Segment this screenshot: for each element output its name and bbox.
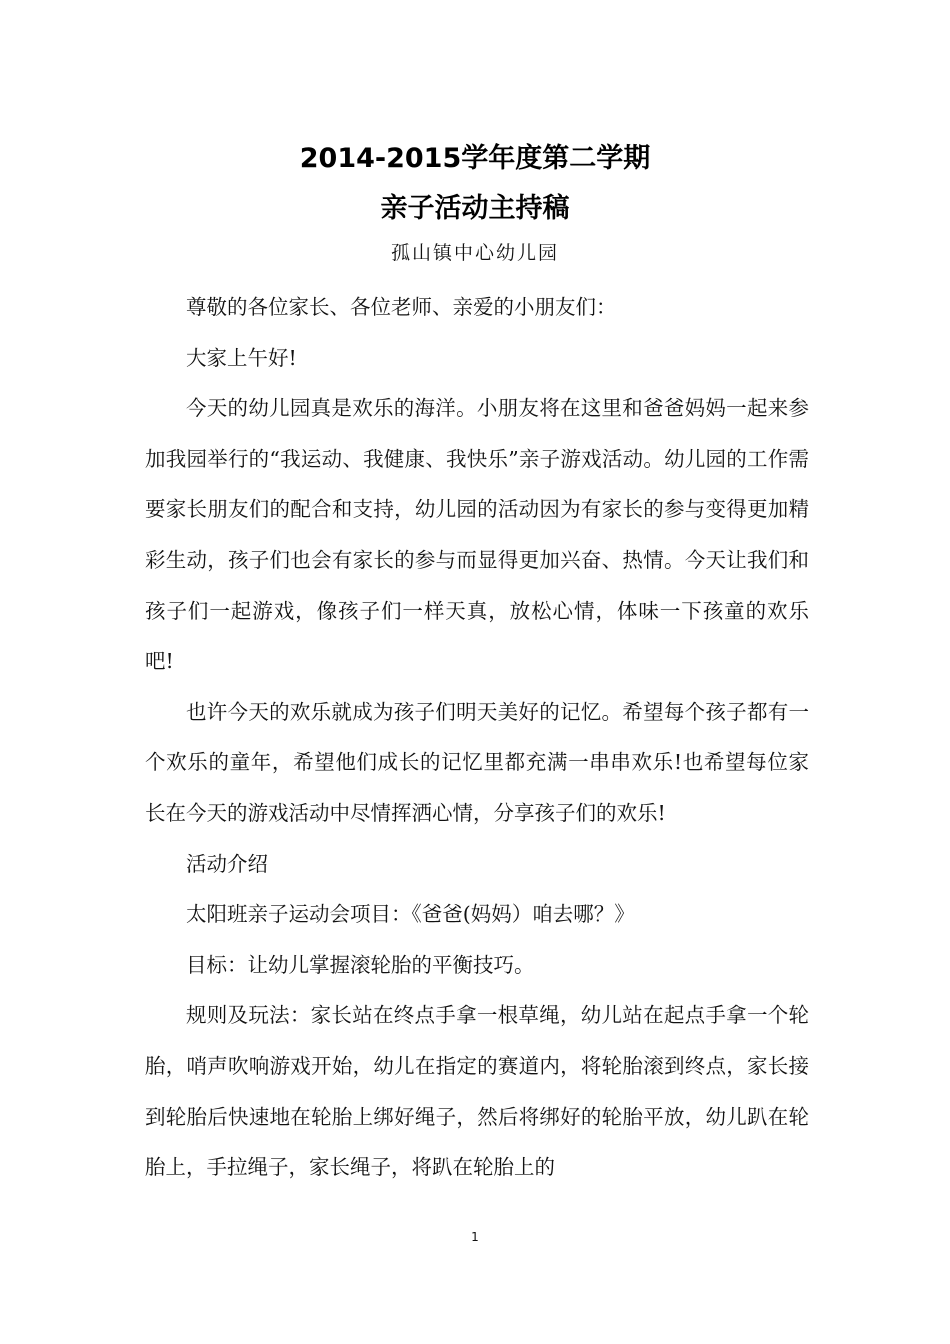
page-number: 1: [471, 1230, 479, 1244]
paragraph-goal: 目标：让幼儿掌握滚轮胎的平衡技巧。: [186, 952, 535, 977]
paragraph-rules: 规则及玩法：家长站在终点手拿一根草绳，幼儿站在起点手拿一个轮胎，哨声吹响游戏开始，幼儿在指定的赛道内，将轮胎滚到终点，家长接到轮胎后快速地在轮胎上绑好绳子，然后将绑好的轮胎平放，幼儿趴在轮胎上，手拉绳子，家长绳子，将趴在轮胎上的: [145, 1003, 809, 1180]
section-heading-activity: 活动介绍: [186, 851, 268, 876]
organization-name: 孤山镇中心幼儿园: [390, 242, 559, 264]
paragraph-greeting: 尊敬的各位家长、各位老师、亲爱的小朋友们：: [186, 295, 617, 319]
document-title-line2: 亲子活动主持稿: [380, 193, 570, 224]
paragraph-hello: 大家上午好!: [186, 345, 297, 370]
document-title-line1: 2014-2015学年度第二学期: [299, 143, 651, 174]
paragraph-intro: 今天的幼儿园真是欢乐的海洋。小朋友将在这里和爸爸妈妈一起来参加我园举行的“我运动、我健康、我快乐”亲子游戏活动。幼儿园的工作需要家长朋友们的配合和支持，幼儿园的活动因为有家长的参与变得更加精彩生动，孩子们也会有家长的参与而显得更加兴奋、热情。今天让我们和孩子们一起游戏，像孩子们一样天真，放松心情，体味一下孩童的欢乐吧!: [145, 396, 809, 674]
paragraph-event-name: 太阳班亲子运动会项目：《爸爸(妈妈）咱去哪？》: [186, 902, 635, 927]
document-body: [145, 282, 809, 1193]
paragraph-wishes: 也许今天的欢乐就成为孩子们明天美好的记忆。希望每个孩子都有一个欢乐的童年，希望他们成长的记忆里都充满一串串欢乐!也希望每位家长在今天的游戏活动中尽情挥洒心情，分享孩子们的欢乐!: [145, 699, 809, 825]
